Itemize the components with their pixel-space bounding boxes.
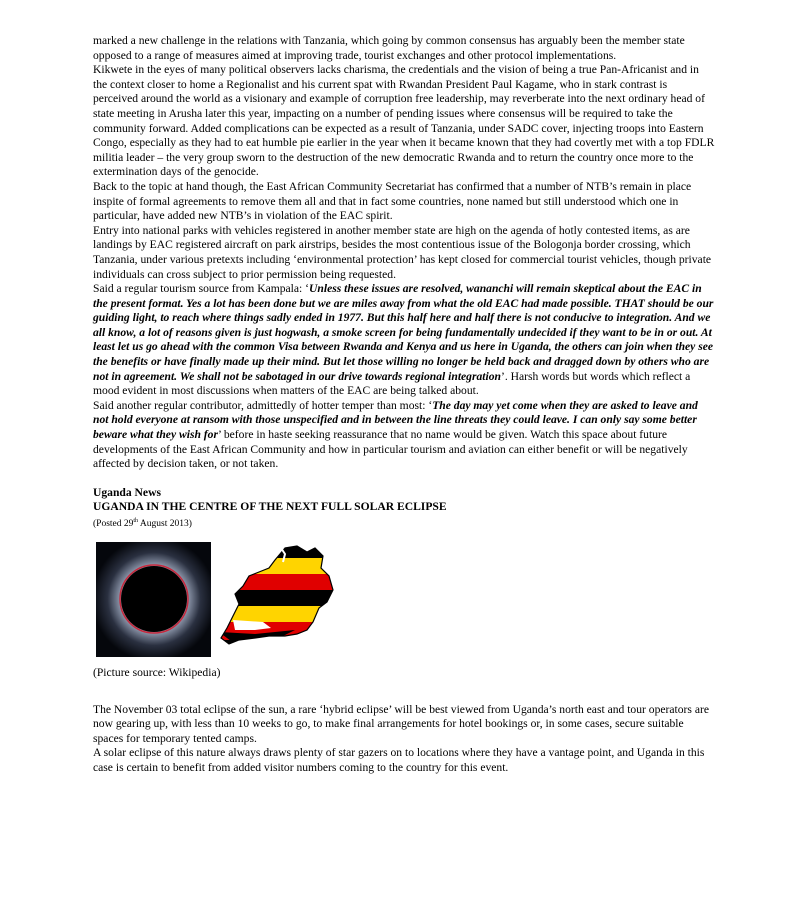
quote-intro: Said a regular tourism source from Kampala: ‘ — [93, 282, 310, 296]
quote-tail: ’. Harsh words but words which reflect a mood evident in most discussions when matters of the EAC are being talked about. — [93, 369, 691, 398]
paragraph: marked a new challenge in the relations with Tanzania, which going by common consensus has arguably been the member state opposed to a range of measures aimed at improving trade, tourist exchanges and other protocol implementations. — [93, 34, 685, 62]
uganda-flag-map-image — [215, 542, 339, 660]
image-row — [93, 542, 715, 666]
quote-text: Unless these issues are resolved, wananchi will remain skeptical about the EAC in the present format. Yes a lot has been done but we are miles away from what the old EAC had made possible. THAT should be our guiding light, to reach where things sadly ended in 1977. But this half here and half there is not conducive to integration. And we all know, a lot of reasons given is just hogwash, a smoke screen for being fundamentally undecided if they want to be in or out. At least let us go ahead with the common Visa between Rwanda and Kenya and us here in Uganda, the others can join when they see the benefits or have finally made up their mind. But let those willing no longer be held back and dragged down by others who are not in agreement. We shall not be sabotaged in our drive towards regional integration — [93, 282, 714, 383]
document-page — [93, 34, 715, 776]
paragraph: The November 03 total eclipse of the sun, a rare ‘hybrid eclipse’ will be best viewed from Uganda’s north east and tour operators are now gearing up, with less than 10 weeks to go, to make final arrangements for hotel bookings or, in some cases, secure suitable spaces for temporary tented camps. — [93, 702, 709, 745]
headline: UGANDA IN THE CENTRE OF THE NEXT FULL SOLAR ECLIPSE — [93, 500, 447, 514]
section-label: Uganda News — [93, 485, 161, 499]
image-caption: (Picture source: Wikipedia) — [93, 666, 221, 679]
paragraph-quote-2 — [93, 399, 715, 472]
paragraph: Entry into national parks with vehicles registered in another member state are high on the agenda of hotly contested items, as are landings by EAC registered aircraft on park airstrips, besides the most contentious issue of the Bologonja border crossing, which Tanzania, under various pretexts including ‘environmental protection’ has kept closed for commercial tourist vehicles, though private individuals can cross subject to prior permission being requested. — [93, 223, 712, 281]
paragraph: Back to the topic at hand though, the East African Community Secretariat has confirmed that a number of NTB’s remain in place inspite of formal agreements to remove them all and that in fact some countries, none named but still understood which one in particular, have added new NTB’s in violation of the EAC spirit. — [93, 179, 692, 223]
posted-suffix: August 2013) — [138, 519, 192, 529]
quote-tail: ’ before in haste seeking reassurance that no name would be given. Watch this space about future developments of the East African Community and how in particular tourism and aviation can either benefit or will be negatively affected by decision taken, or not taken. — [93, 428, 688, 471]
paragraph: A solar eclipse of this nature always draws plenty of star gazers on to locations where they have a vantage point, and Uganda in this case is certain to benefit from added visitor numbers coming to the country for this event. — [93, 746, 705, 774]
posted-sup: th — [133, 518, 139, 524]
quote-intro: Said another regular contributor, admittedly of hotter temper than most: ‘ — [93, 398, 433, 412]
posted-prefix: (Posted 29 — [93, 519, 134, 529]
quote-text: The day may yet come when they are asked to leave and not hold everyone at ransom with those unspecified and in between the line threats they could leave. I can only say some better beware what they wish for — [93, 398, 698, 442]
posted-date — [93, 515, 715, 530]
paragraph: Kikwete in the eyes of many political observers lacks charisma, the credentials and the vision of being a true Pan-Africanist and in the context closer to home a Regionalist and his current spat with Rwandan President Paul Kagame, who in stark contrast is perceived around the world as a visionary and example of corruption free leadership, may reverberate into the next ordinary head of state meeting in Arusha later this year, impacting on a number of pending issues where consensus will be required to take the community forward. Added complications can be expected as a result of Tanzania, under SADC cover, injecting troops into Eastern Congo, especially as they had to eat humble pie earlier in the year when it became known that they had covertly met with a top FDLR militia leader – the very group sworn to the destruction of the new democratic Rwanda and to return the country once more to the extermination days of the genocide. — [93, 63, 715, 179]
paragraph-quote-1 — [93, 282, 715, 399]
solar-eclipse-image — [96, 542, 211, 657]
